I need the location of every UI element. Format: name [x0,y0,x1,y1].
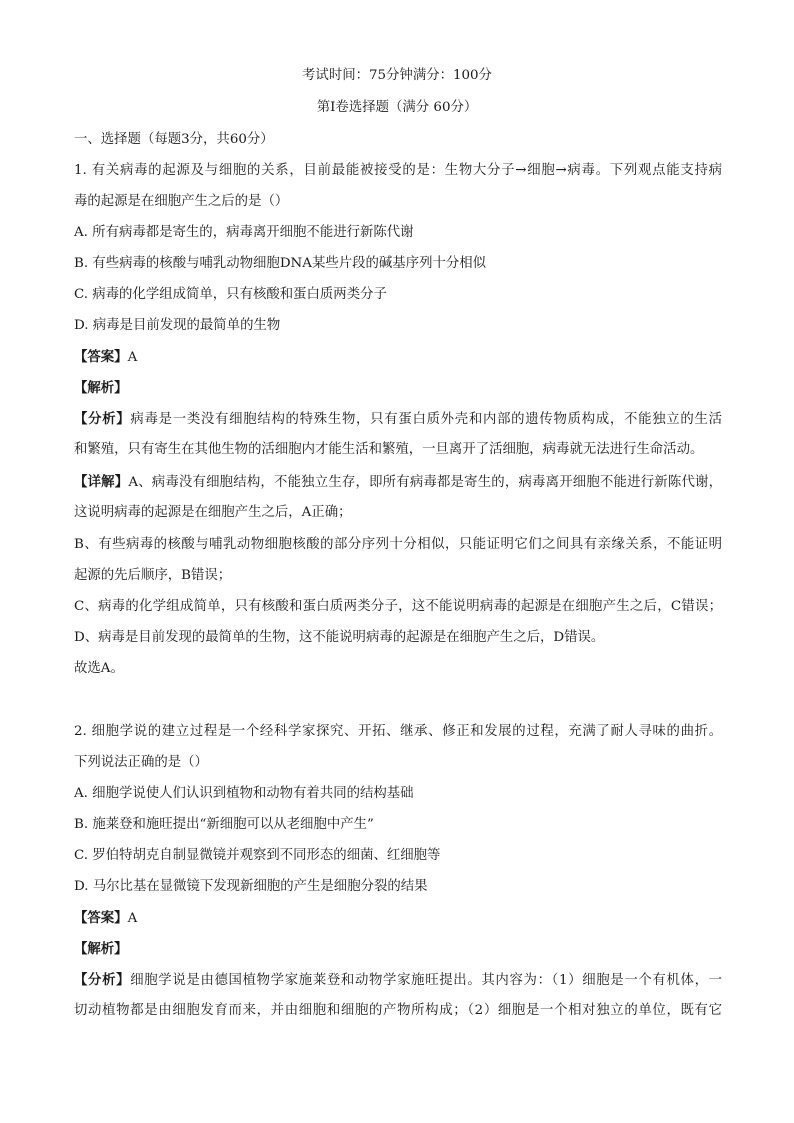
fenxi-tag: 【分析】 [74,411,131,427]
fenxi-tag: 【分析】 [74,972,131,988]
detail-text: A、病毒没有细胞结构，不能独立生存，即所有病毒都是寄生的，病毒离开细胞不能进行新陈代谢， [128,475,722,490]
part-title: 一、选择题（每题3分，共60分） [74,132,274,147]
q2-option-d: D. 马尔比基在显微镜下发现新细胞的产生是细胞分裂的结果 [74,879,428,894]
q1-fenxi-line-2: 和繁殖，只有寄生在其他生物的活细胞内才能生活和繁殖，一旦离开了活细胞，病毒就无法进行生命活动。 [74,442,704,457]
q1-fenxi-line-1 [74,409,722,430]
q1-option-c: C. 病毒的化学组成简单，只有核酸和蛋白质两类分子 [74,287,387,302]
answer-value: A [127,911,138,926]
answer-value: A [127,350,138,365]
q2-option-b: B. 施莱登和施旺提出“新细胞可以从老细胞中产生” [74,817,374,832]
q2-fenxi-line-1 [74,970,722,991]
q2-analysis-heading [74,939,722,960]
q1-option-b: B. 有些病毒的核酸与哺乳动物细胞DNA某些片段的碱基序列十分相似 [74,256,487,271]
q1-detail-line-6: D、病毒是目前发现的最简单的生物，这不能说明病毒的起源是在细胞产生之后，D错误。 [74,630,605,645]
q2-stem-line-1: 2. 细胞学说的建立过程是一个经科学家探究、开拓、继承、修正和发展的过程，充满了耐人寻味的曲折。 [74,724,722,739]
q2-answer [74,908,722,929]
q1-conclusion: 故选A。 [74,661,124,676]
analysis-tag: 【解析】 [74,380,128,396]
detail-tag: 【详解】 [74,474,129,490]
q2-option-a: A. 细胞学说使人们认识到植物和动物有着共同的结构基础 [74,786,414,801]
q1-detail-line-1 [74,472,722,493]
q1-detail-line-5: C、病毒的化学组成简单，只有核酸和蛋白质两类分子，这不能说明病毒的起源是在细胞产生之后，C错误； [74,599,722,614]
q1-stem-line-2: 毒的起源是在细胞产生之后的是（） [74,194,289,209]
q1-option-d: D. 病毒是目前发现的最简单的生物 [74,318,281,333]
q1-option-a: A. 所有病毒都是寄生的，病毒离开细胞不能进行新陈代谢 [74,225,414,240]
section-title: 第Ⅰ卷选择题（满分 60分） [316,100,478,115]
fenxi-text: 细胞学说是由德国植物学家施莱登和动物学家施旺提出。其内容为：（1）细胞是一个有机体，一 [130,973,722,988]
q1-detail-line-2: 这说明病毒的起源是在细胞产生之后，A正确； [74,505,352,520]
analysis-tag: 【解析】 [74,941,128,957]
q1-detail-line-3: B、有些病毒的核酸与哺乳动物细胞核酸的部分序列十分相似，只能证明它们之间具有亲缘关系，不能证明 [74,537,722,552]
q2-option-c: C. 罗伯特胡克自制显微镜并观察到不同形态的细菌、红细胞等 [74,848,441,863]
q1-analysis-heading [74,378,722,399]
q2-fenxi-line-2: 切动植物都是由细胞发育而来，并由细胞和细胞的产物所构成；（2）细胞是一个相对独立的单位，既有它 [74,1003,722,1018]
q1-stem-line-1: 1. 有关病毒的起源及与细胞的关系，目前最能被接受的是：生物大分子→细胞→病毒。下列观点能支持病 [74,163,722,178]
q2-stem-line-2: 下列说法正确的是（） [74,755,208,770]
fenxi-text: 病毒是一类没有细胞结构的特殊生物，只有蛋白质外壳和内部的遗传物质构成，不能独立的生活 [130,412,722,427]
exam-time: 考试时间：75分钟满分：100分 [302,68,492,83]
q1-answer [74,347,722,368]
answer-tag: 【答案】 [74,349,128,365]
answer-tag: 【答案】 [74,910,128,926]
q1-detail-line-4: 起源的先后顺序，B错误； [74,568,232,583]
